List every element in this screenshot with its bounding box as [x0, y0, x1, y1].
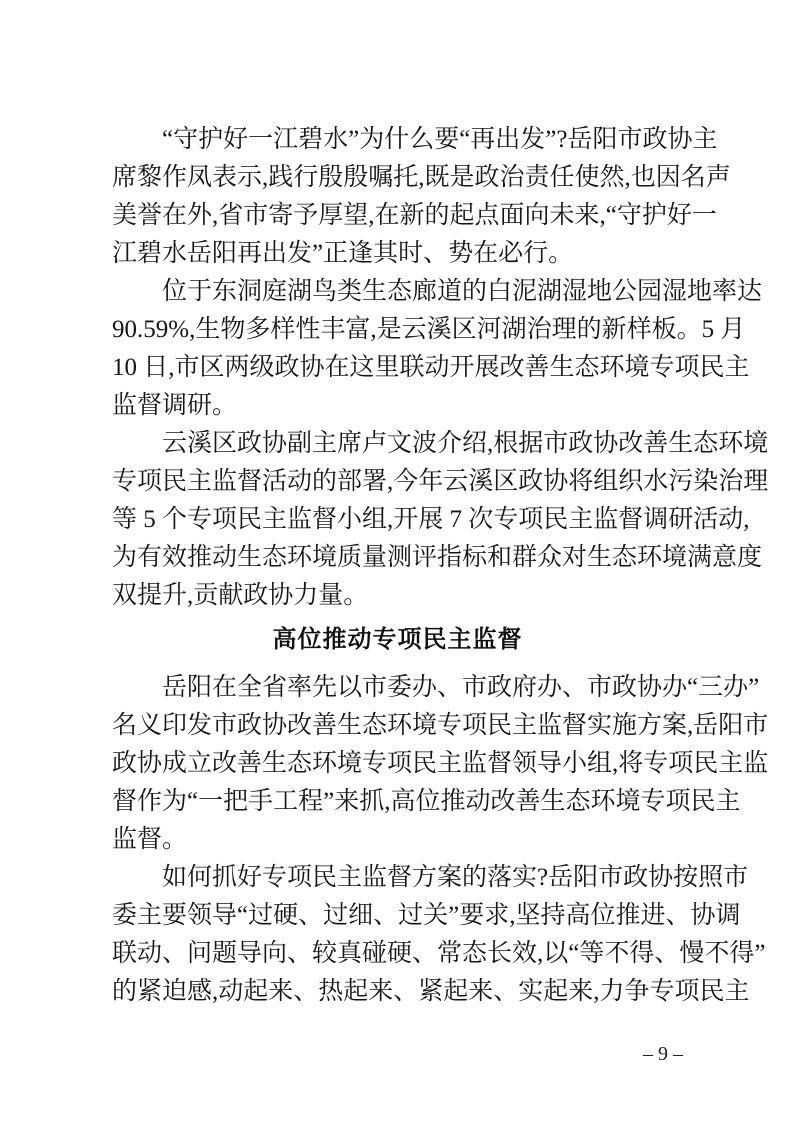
paragraph [112, 121, 731, 273]
text-line: 90.59%,生物多样性丰富,是云溪区河湖治理的新样板。5 月 [112, 316, 746, 343]
body-text [112, 121, 769, 1011]
text-line: 监督。 [112, 826, 188, 853]
paragraph [112, 859, 766, 1011]
text-line: 监督调研。 [112, 392, 238, 419]
text-line: 云溪区政协副主席卢文波介绍,根据市政协改善生态环境 [162, 430, 769, 457]
page-number: – 9 – [643, 1043, 683, 1065]
section-heading: 高位推动专项民主监督 [272, 626, 523, 653]
text-line: 岳阳在全省率先以市委办、市政府办、市政协办“三办” [162, 674, 760, 701]
text-line: 专项民主监督活动的部署,今年云溪区政协将组织水污染治理 [112, 468, 769, 495]
text-line: 10 日,市区两级政协在这里联动开展改善生态环境专项民主 [112, 354, 750, 381]
text-line: 等 5 个专项民主监督小组,开展 7 次专项民主监督调研活动, [112, 506, 750, 533]
text-line: “守护好一江碧水”为什么要“再出发”?岳阳市政协主 [162, 126, 718, 153]
text-line: 的紧迫感,动起来、热起来、紧起来、实起来,力争专项民主 [112, 978, 750, 1005]
text-line: 联动、问题导向、较真碰硬、常态长效,以“等不得、慢不得” [112, 940, 766, 967]
text-line: 名义印发市政协改善生态环境专项民主监督实施方案,岳阳市 [112, 712, 769, 739]
text-line: 为有效推动生态环境质量测评指标和群众对生态环境满意度 [112, 544, 763, 571]
text-line: 江碧水岳阳再出发”正逢其时、势在必行。 [112, 240, 574, 267]
text-line: 政协成立改善生态环境专项民主监督领导小组,将专项民主监 [112, 750, 769, 777]
text-line: 委主要领导“过硬、过细、过关”要求,坚持高位推进、协调 [112, 902, 741, 929]
text-line: 席黎作凤表示,践行殷殷嘱托,既是政治责任使然,也因名声 [112, 164, 731, 191]
text-line: 督作为“一把手工程”来抓,高位推动改善生态环境专项民主 [112, 788, 741, 815]
paragraph [112, 425, 769, 615]
text-line: 位于东洞庭湖鸟类生态廊道的白泥湖湿地公园湿地率达 [162, 278, 763, 305]
text-line: 双提升,贡献政协力量。 [112, 582, 369, 609]
text-line: 美誉在外,省市寄予厚望,在新的起点面向未来,“守护好一 [112, 202, 717, 229]
paragraph [112, 669, 769, 859]
paragraph [112, 273, 763, 425]
text-line: 如何抓好专项民主监督方案的落实?岳阳市政协按照市 [162, 864, 749, 891]
